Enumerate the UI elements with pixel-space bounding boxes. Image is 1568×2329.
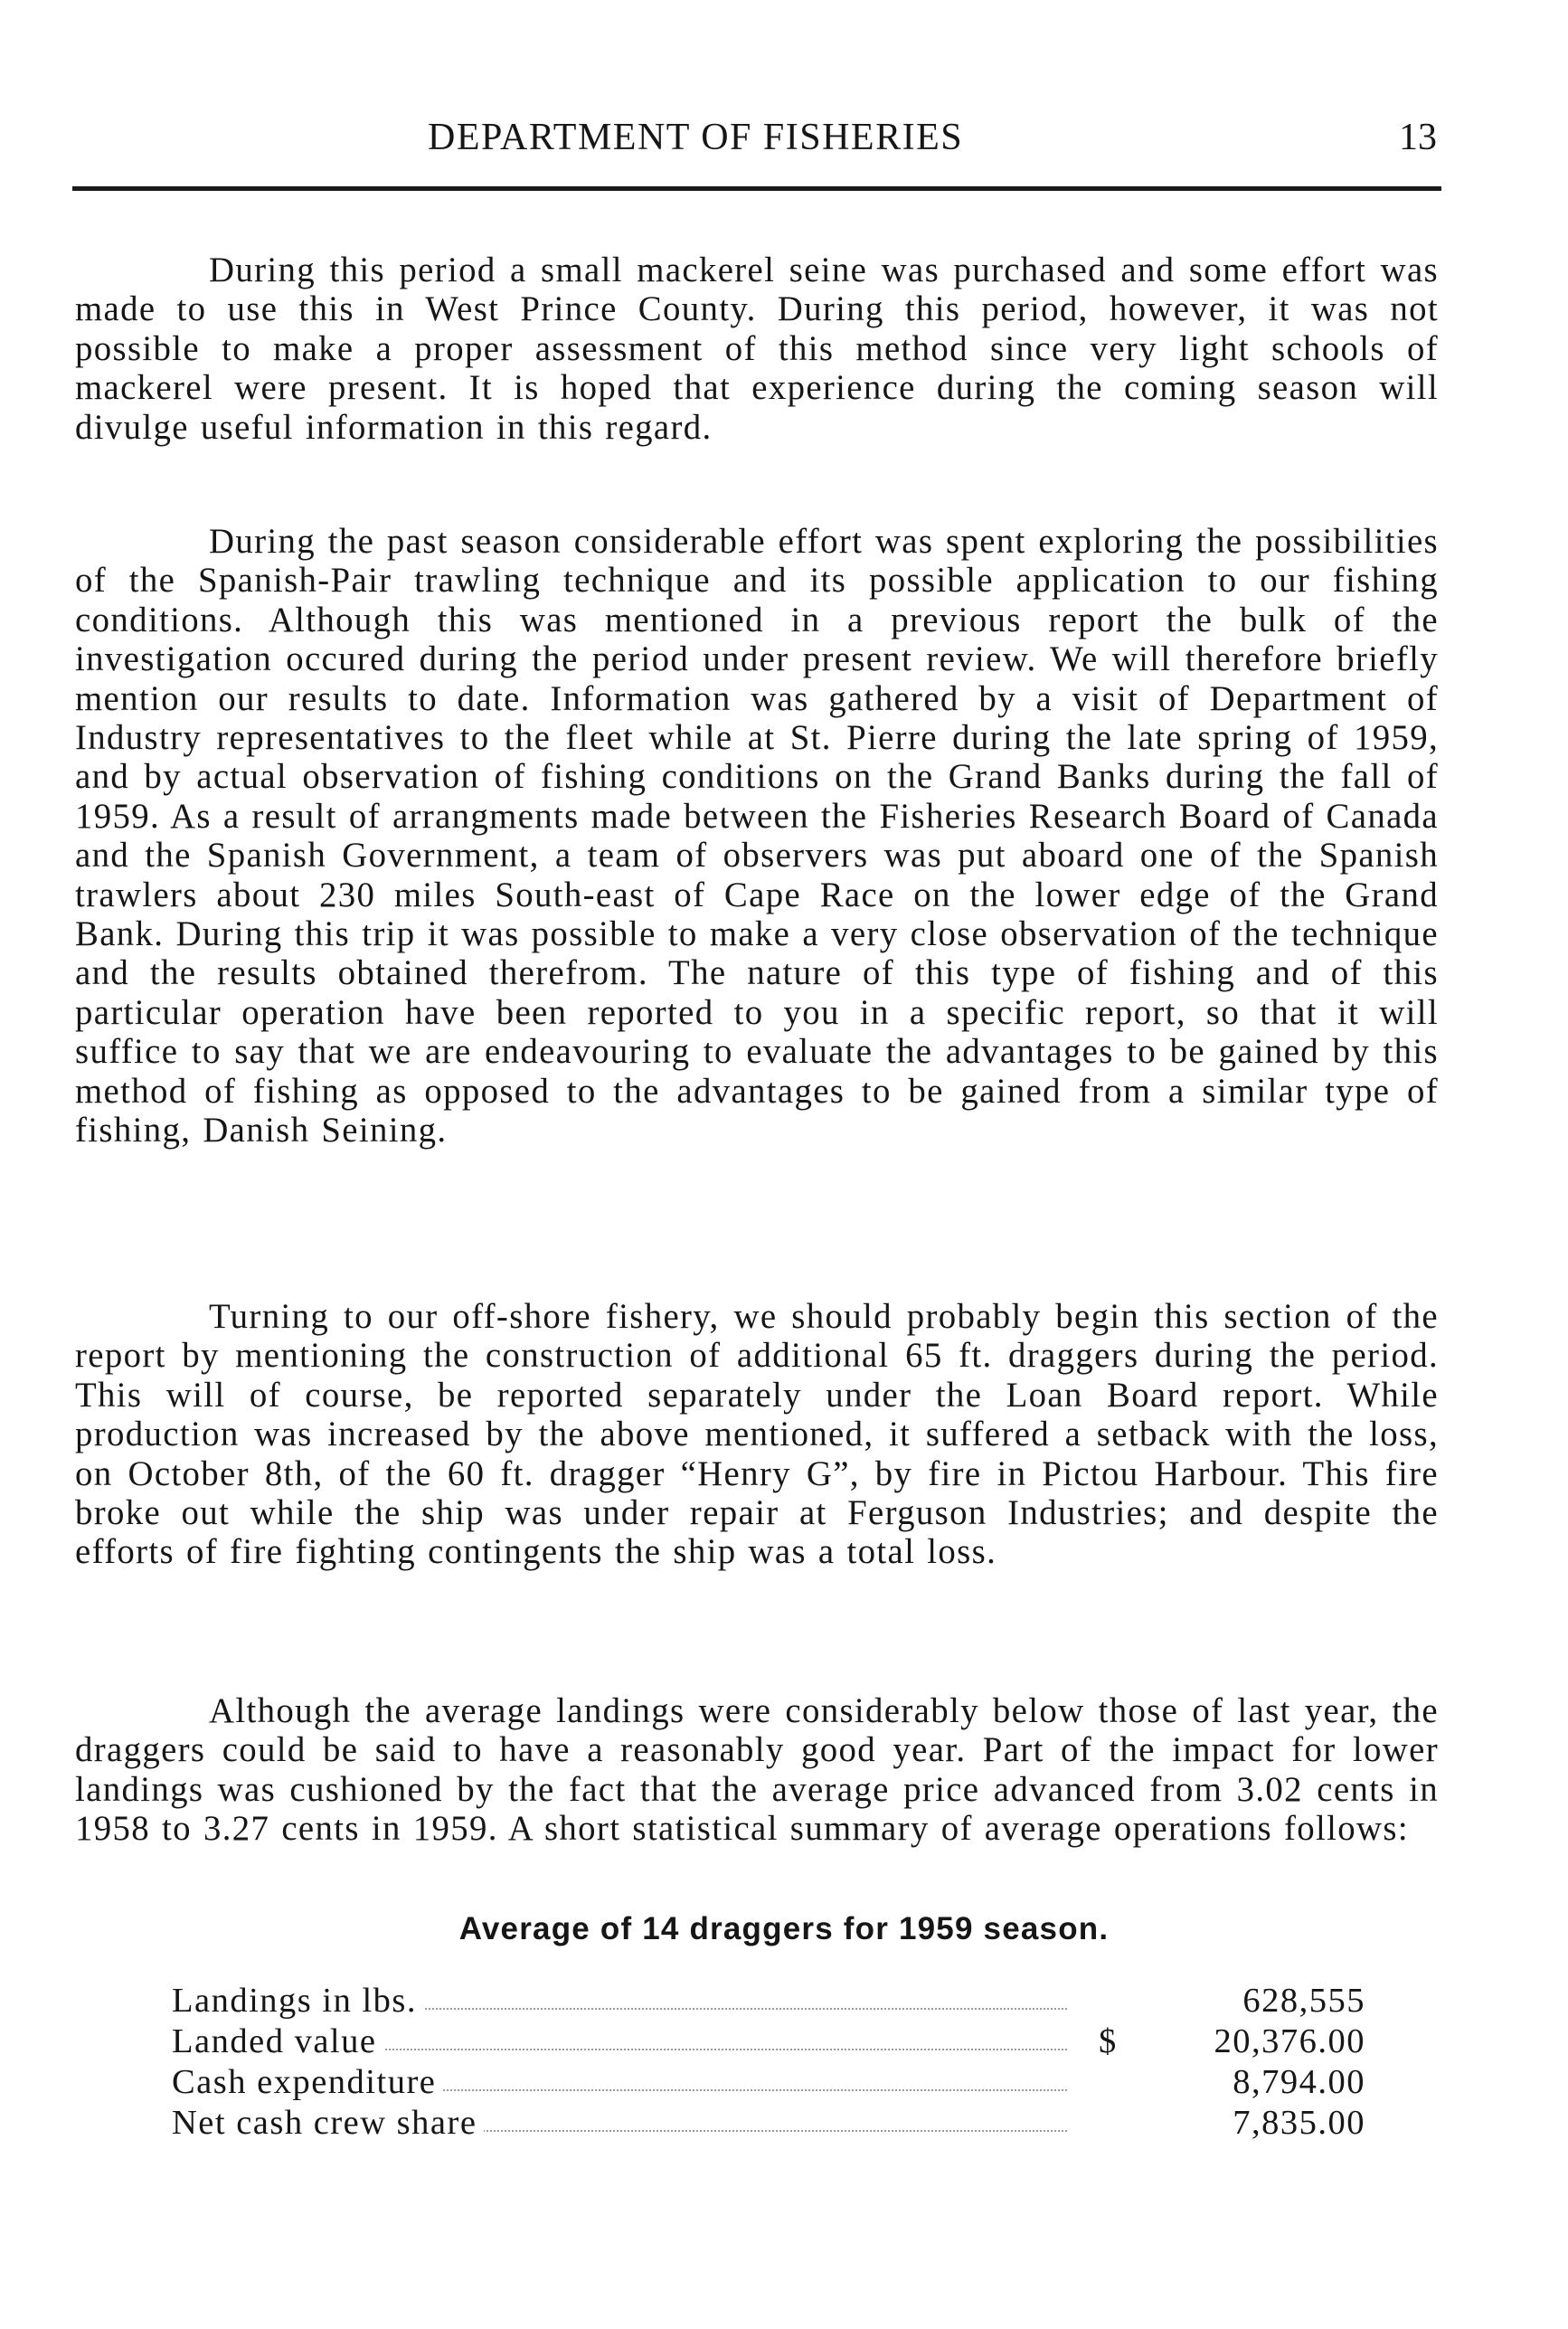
- summary-table: [172, 1981, 1365, 2144]
- page-number: 13: [1399, 117, 1437, 158]
- header-rule: [72, 186, 1441, 191]
- summary-row-currency: $: [1099, 2022, 1118, 2060]
- page-header: [75, 116, 1437, 172]
- paragraph-mackerel-seine: During this period a small mackerel seine was purchased and some effort was made to use this in West Prince County. During this period, however, it was not possible to make a proper assessment of this method since very light schools of mackerel were present. It is hoped that experience during the coming season will divulge useful information in this regard.: [75, 251, 1439, 447]
- summary-row-value: 8,794.00: [1233, 2063, 1365, 2101]
- summary-row-value: 20,376.00: [1214, 2022, 1365, 2060]
- summary-row-label: Landings in lbs.: [172, 1981, 424, 2021]
- summary-row-label: Cash expenditure: [172, 2062, 443, 2102]
- paragraph-spanish-pair-trawling: During the past season considerable effort was spent exploring the possibilities of the Spanish-Pair trawling technique and its possible application to our fishing conditions. Although this was mentioned in a previous report the bulk of the investigation occured during the period under present review. We will therefore briefly mention our results to date. Information was gathered by a visit of Department of Industry representatives to the fleet while at St. Pierre during the late spring of 1959, and by actual observation of fishing conditions on the Grand Banks during the fall of 1959. As a result of arrangments made between the Fisheries Research Board of Canada and the Spanish Government, a team of observers was put aboard one of the Spanish trawlers about 230 miles South-east of Cape Race on the lower edge of the Grand Bank. During this trip it was possible to make a very close observation of the technique and the results obtained therefrom. The nature of this type of fishing and of this particular operation have been reported to you in a specific report, so that it will suffice to say that we are endeavouring to evaluate the advantages to be gained by this method of fishing as opposed to the advantages to be gained from a similar type of fishing, Danish Seining.: [75, 522, 1439, 1150]
- running-head-title: DEPARTMENT OF FISHERIES: [428, 117, 964, 158]
- summary-row: [172, 2103, 1365, 2144]
- paragraph-average-landings: Although the average landings were considerably below those of last year, the draggers could be said to have a reasonably good year. Part of the impact for lower landings was cushioned by the fact that the average price advanced from 3.02 cents in 1958 to 3.27 cents in 1959. A short statistical summary of average operations follows:: [75, 1691, 1439, 1849]
- summary-row-label: Landed value: [172, 2021, 383, 2061]
- summary-title: Average of 14 draggers for 1959 season.: [458, 1911, 1110, 1946]
- summary-row-value: 628,555: [1242, 1982, 1365, 2020]
- summary-row-label: Net cash crew share: [172, 2103, 484, 2143]
- summary-row-value: 7,835.00: [1233, 2104, 1365, 2142]
- paragraph-offshore-fishery: Turning to our off-shore fishery, we should probably begin this section of the report by mentioning the construction of additional 65 ft. draggers during the period. This will of course, be reported separately under the Loan Board report. While production was increased by the above mentioned, it suffered a setback with the loss, on October 8th, of the 60 ft. dragger “Henry G”, by fire in Pictou Harbour. This fire broke out while the ship was under repair at Ferguson Industries; and despite the efforts of fire fighting contingents the ship was a total loss.: [75, 1297, 1439, 1572]
- summary-row: [172, 2062, 1365, 2103]
- summary-row: [172, 1981, 1365, 2021]
- summary-row: [172, 2021, 1365, 2062]
